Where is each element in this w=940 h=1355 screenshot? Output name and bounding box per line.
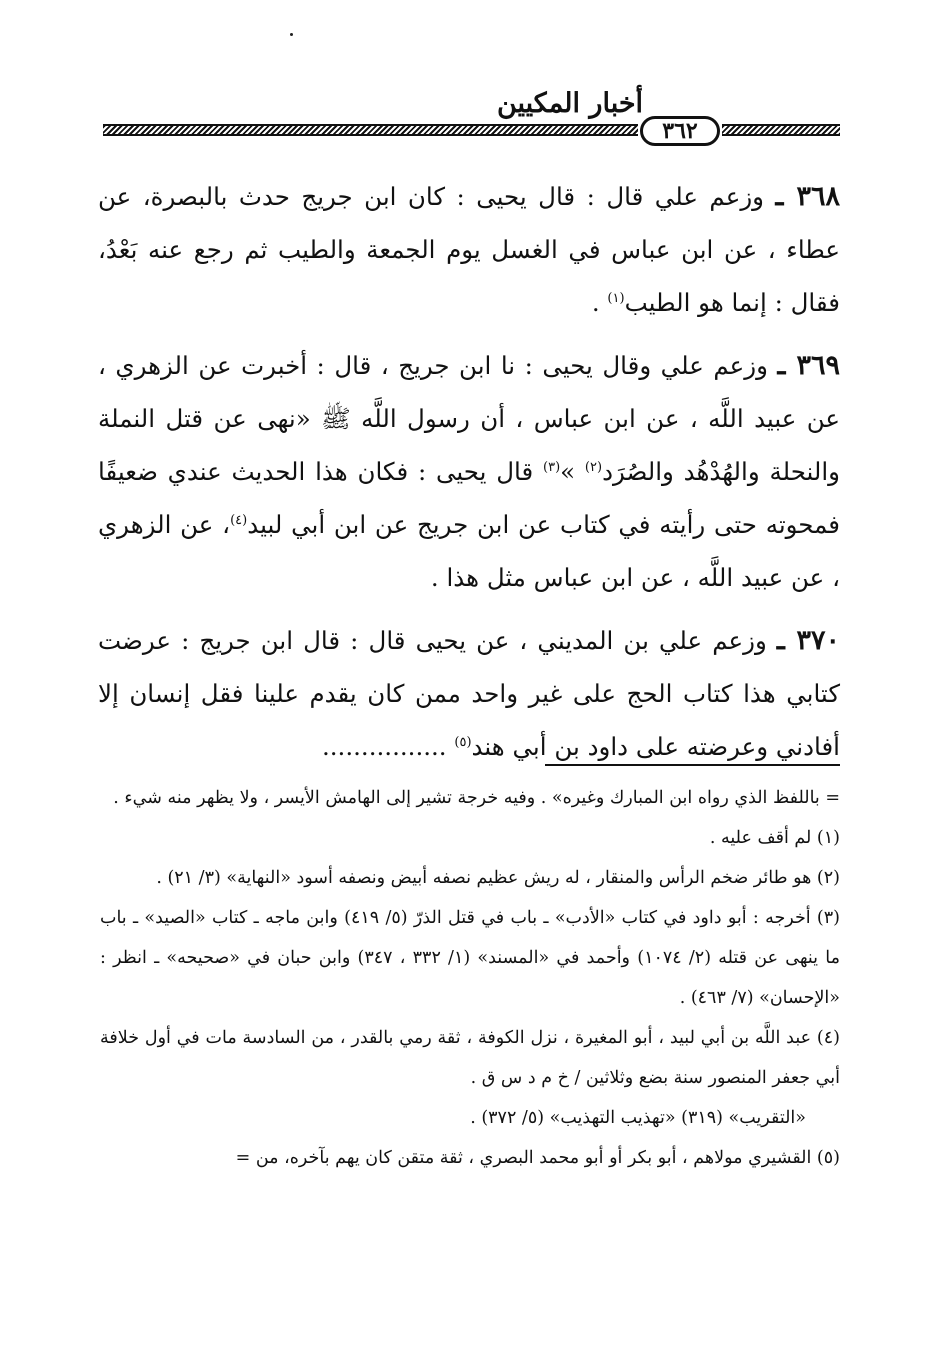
- continuation-dots: ................: [321, 732, 455, 761]
- footnote-3: (٣) أخرجه : أبو داود في كتاب «الأدب» ـ باب في قتل الذرّ (٥/ ٤١٩) وابن ماجه ـ كتاب «الصيد» ـ باب ما ينهى عن قتله (٢/ ١٠٧٤) وأحمد في «المسند» (١/ ٣٣٢ ، ٣٤٧) وابن حبان في «صحيحه» ـ انظر : «الإحسان» (٧/ ٤٦٣) .: [100, 908, 840, 1008]
- footnote-1: (١) لم أقف عليه .: [709, 828, 840, 848]
- entry-text: »: [560, 457, 585, 486]
- entry-368: [98, 170, 840, 329]
- running-title: أخبار المكيين: [496, 88, 644, 119]
- footnote-4-sources: «التقريب» (٣١٩) «تهذيب التهذيب» (٥/ ٣٧٢) .: [470, 1108, 806, 1128]
- footnote-separator: [545, 764, 840, 766]
- footnotes: [100, 778, 840, 1178]
- page-number: ٣٦٢: [640, 116, 720, 146]
- footnote-marker: (٥): [454, 734, 472, 750]
- entry-370: [98, 614, 840, 773]
- entry-text: وزعم علي وقال يحيى : نا ابن جريج ، قال : أخبرت عن الزهري ، عن عبيد اللَّه ، عن ابن عباس ، أن رسول اللَّه ﷺ «نهى عن قتل النملة والنحلة والهُدْهُد والصُرَد: [98, 351, 841, 486]
- footnote-continuation: = باللفظ الذي رواه ابن المبارك وغيره» . وفيه خرجة تشير إلى الهامش الأيسر ، ولا يظهر منه شيء .: [113, 788, 840, 808]
- footnote-4: (٤) عبد اللَّه بن أبي لبيد ، أبو المغيرة ، نزل الكوفة ، ثقة رمي بالقدر ، من السادسة مات في أول خلافة أبي جعفر المنصور سنة بضع وثلاثين / خ م د س ق .: [100, 1028, 840, 1088]
- scan-speck: [290, 33, 293, 36]
- entry-text: ، عن الزهري ، عن عبيد اللَّه ، عن ابن عباس مثل هذا .: [98, 510, 840, 592]
- footnote-2: (٢) هو طائر ضخم الرأس والمنقار ، له ريش عظيم نصفه أبيض ونصفه أسود «النهاية» (٣/ ٢١) .: [156, 868, 840, 888]
- entry-text: وزعم علي بن المديني ، عن يحيى قال : قال ابن جريج : عرضت كتابي هذا كتاب الحج على غير واحد ممن كان يقدم علينا فقل إنسان إلا أفادني وعرضته على داود بن أبي هند: [98, 626, 840, 761]
- main-text: [98, 170, 840, 783]
- entry-text: قال يحيى : فكان هذا الحديث عندي ضعيفًا فمحوته حتى رأيته في كتاب عن ابن جريج عن ابن أبي لبيد: [98, 457, 840, 539]
- entry-number: ٣٧٠ ـ: [776, 625, 840, 656]
- entry-number: ٣٦٨ ـ: [775, 181, 840, 212]
- footnote-marker: (٣): [543, 459, 561, 475]
- footnote-marker: (٢): [584, 459, 603, 475]
- footnote-5: (٥) القشيري مولاهم ، أبو بكر أو أبو محمد البصري ، ثقة متقن كان يهم بآخره، من =: [235, 1148, 840, 1168]
- entry-369: [98, 339, 840, 604]
- footnote-marker: (١): [607, 290, 625, 306]
- header-rule-left: [103, 124, 638, 136]
- entry-text: وزعم علي قال : قال يحيى : كان ابن جريج حدث بالبصرة، عن عطاء ، عن ابن عباس في الغسل يوم الجمعة والطيب ثم رجع عنه بَعْدُ، فقال : إنما هو الطيب: [98, 182, 840, 317]
- footnote-marker: (٤): [230, 512, 248, 528]
- entry-number: ٣٦٩ ـ: [777, 350, 841, 381]
- header-rule-right: [722, 124, 840, 136]
- entry-end: .: [591, 288, 608, 317]
